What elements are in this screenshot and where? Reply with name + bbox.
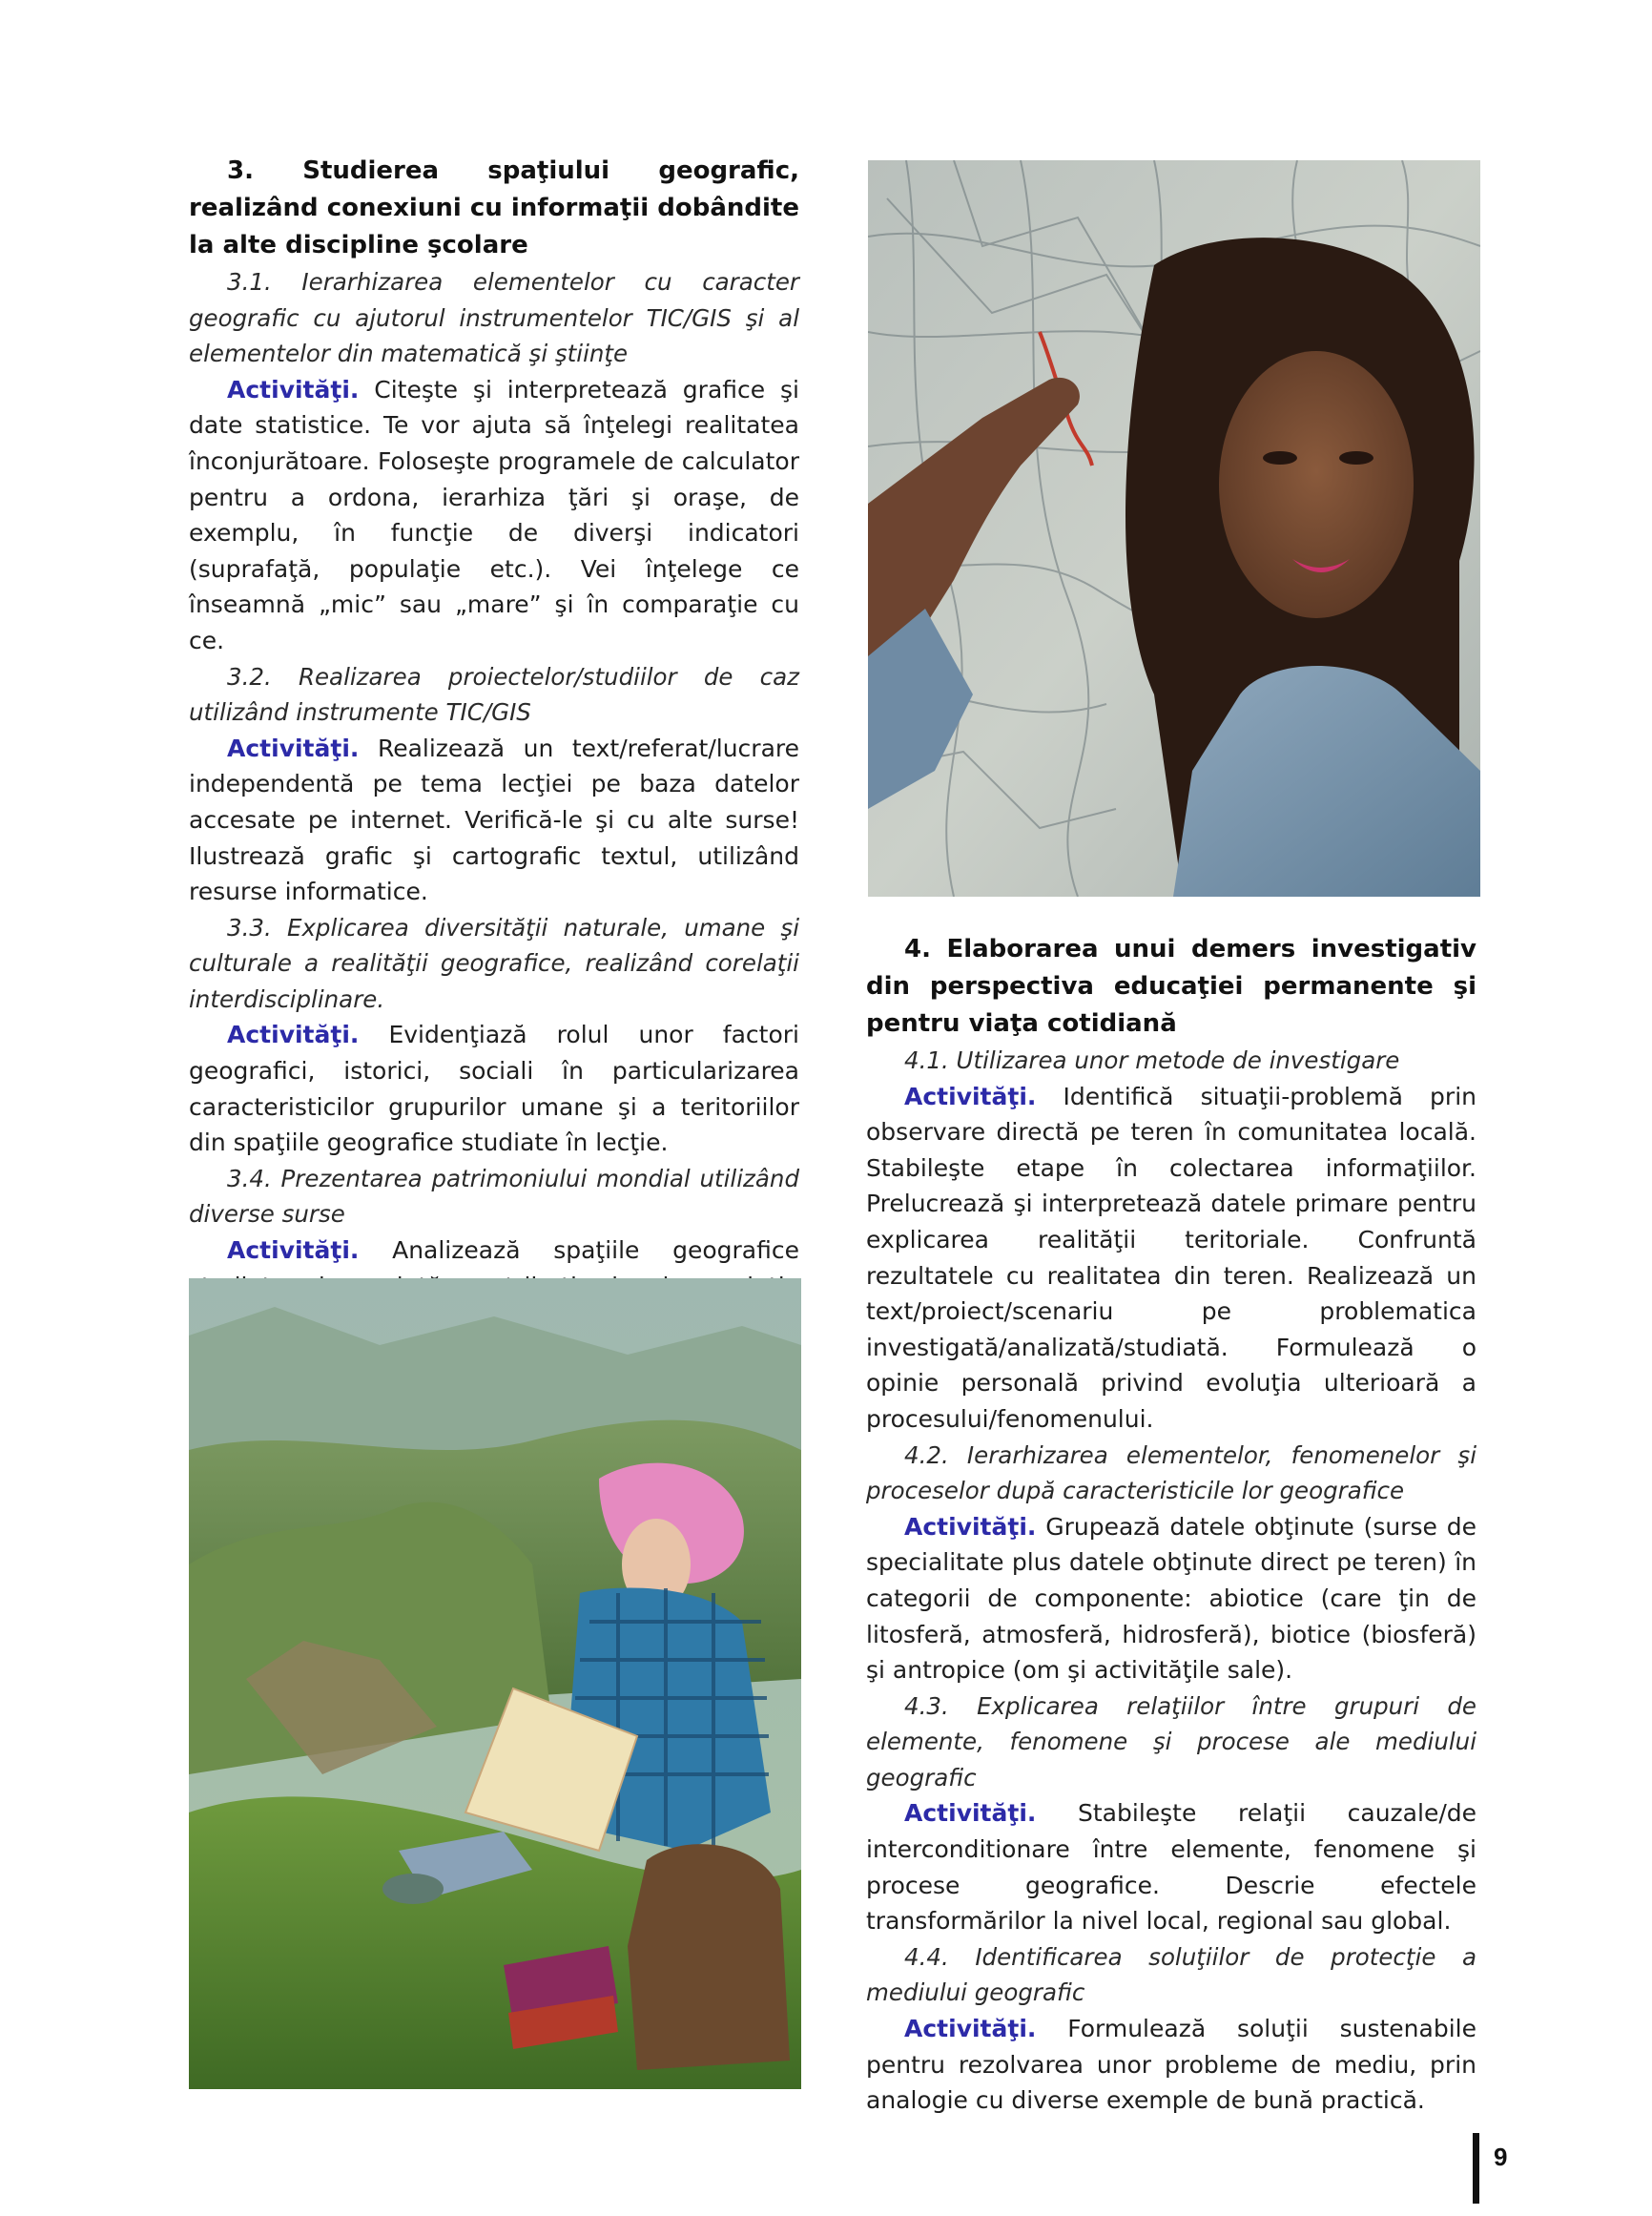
activities-label: Activităţi. [904,1799,1037,1828]
subsection-3-2-title: 3.2. Realizarea proiectelor/studiilor de caz utilizând instrumente TIC/GIS [189,662,799,727]
map-drawing-photo [868,160,1480,897]
subsection-4-4-activities [866,2011,1476,2119]
activities-text: Grupează datele obţinute (surse de specialitate plus datele obţinute direct pe teren) în categorii de componente: abiotice (care ţin de litosferă, atmosferă, hidrosferă), biotice (biosferă) şi antropice (om şi activităţile sale). [866,1512,1476,1685]
section-3-heading: 3. Studierea spaţiului geografic, realizând conexiuni cu informaţii dobândite la alte discipline şcolare [189,156,799,259]
activities-text: Analizează spaţiile geografice [392,1236,799,1265]
subsection-3-3-title: 3.3. Explicarea diversităţii naturale, umane şi culturale a realităţii geografice, realizând corelaţii interdisciplinare. [189,913,799,1013]
activities-text: Evidenţiază rolul unor factori geografici, istorici, sociali în particularizarea caracteristicilor grupurilor umane şi a teritoriilor din spaţiile geografice studiate în lecţie. [189,1021,799,1157]
page-number: 9 [1494,2143,1508,2171]
activities-text: Identifică situaţii-problemă prin observare directă pe teren în comunitatea locală. Stabileşte etape în colectarea informaţiilor. Prelucrează şi interpretează datele primare pentru explicarea realităţii teritoriale. Confruntă rezultatele cu realitatea din teren. Realizează un text/proiect/scenariu pe problematica investigată/analizată/studiată. Formulează o opinie personală privind evoluţia ulterioară a procesului/fenomenului. [866,1082,1476,1433]
hiker-illustration [189,1278,801,2089]
activities-label: Activităţi. [904,1082,1037,1110]
subsection-4-4-title: 4.4. Identificarea soluţiilor de protecţie a mediului geografic [866,1942,1476,2007]
section-4-heading: 4. Elaborarea unui demers investigativ din perspectiva educaţiei permanente şi pentru viaţa cotidiană [866,935,1476,1038]
right-column [866,931,1476,2119]
subsection-4-3-title: 4.3. Explicarea relaţiilor între grupuri de elemente, fenomene şi procese ale mediului geografic [866,1691,1476,1791]
subsection-4-2-activities [866,1509,1476,1688]
subsection-4-1-title: 4.1. Utilizarea unor metode de investigare [904,1046,1400,1074]
activities-text: Stabileşte relaţii cauzale/de interconditionare între elemente, fenomene şi procese geografice. Descrie efectele transformărilor la nivel local, regional sau global. [866,1799,1476,1936]
activities-label: Activităţi. [227,375,360,404]
left-column [189,153,799,1412]
subsection-3-3-activities [189,1017,799,1160]
page-number-bar [1473,2133,1479,2204]
subsection-3-4-title: 3.4. Prezentarea patrimoniului mondial utilizând diverse surse [189,1164,799,1229]
map-drawing-illustration [868,160,1480,897]
activities-label: Activităţi. [904,1512,1037,1541]
hiker-map-photo [189,1278,801,2089]
subsection-3-1-activities [189,372,799,659]
activities-label: Activităţi. [227,1236,360,1265]
activities-text: Citeşte şi interpretează grafice şi date statistice. Te vor ajuta să înţelegi realitatea înconjurătoare. Foloseşte programele de calculator pentru a ordona, ierarhiza ţări şi oraşe, de exemplu, în funcţie de diverşi indicatori (suprafaţă, populaţie etc.). Vei înţelege ce înseamnă „mic” sau „mare” şi în comparaţie cu ce. [189,375,799,654]
activities-text: Realizează un text/referat/lucrare independentă pe tema lecţiei pe baza datelor accesate pe internet. Verifică-le şi cu alte surse! Ilustrează grafic şi cartografic textul, utilizând resurse informatice. [189,734,799,906]
subsection-4-3-activities [866,1795,1476,1938]
activities-label: Activităţi. [227,734,360,762]
subsection-3-1-title: 3.1. Ierarhizarea elementelor cu caracter geografic cu ajutorul instrumentelor TIC/GIS şi al elementelor din matematică şi ştiinţe [189,268,799,368]
subsection-3-2-activities [189,731,799,910]
activities-label: Activităţi. [227,1021,360,1049]
subsection-4-2-title: 4.2. Ierarhizarea elementelor, fenomenelor şi proceselor după caracteristicile lor geografice [866,1440,1476,1505]
activities-label: Activităţi. [904,2015,1037,2043]
subsection-4-1-activities [866,1079,1476,1438]
activities-text: Formulează soluţii sustenabile pentru rezolvarea unor probleme de mediu, prin analogie cu diverse exemple de bună practică. [866,2015,1476,2115]
